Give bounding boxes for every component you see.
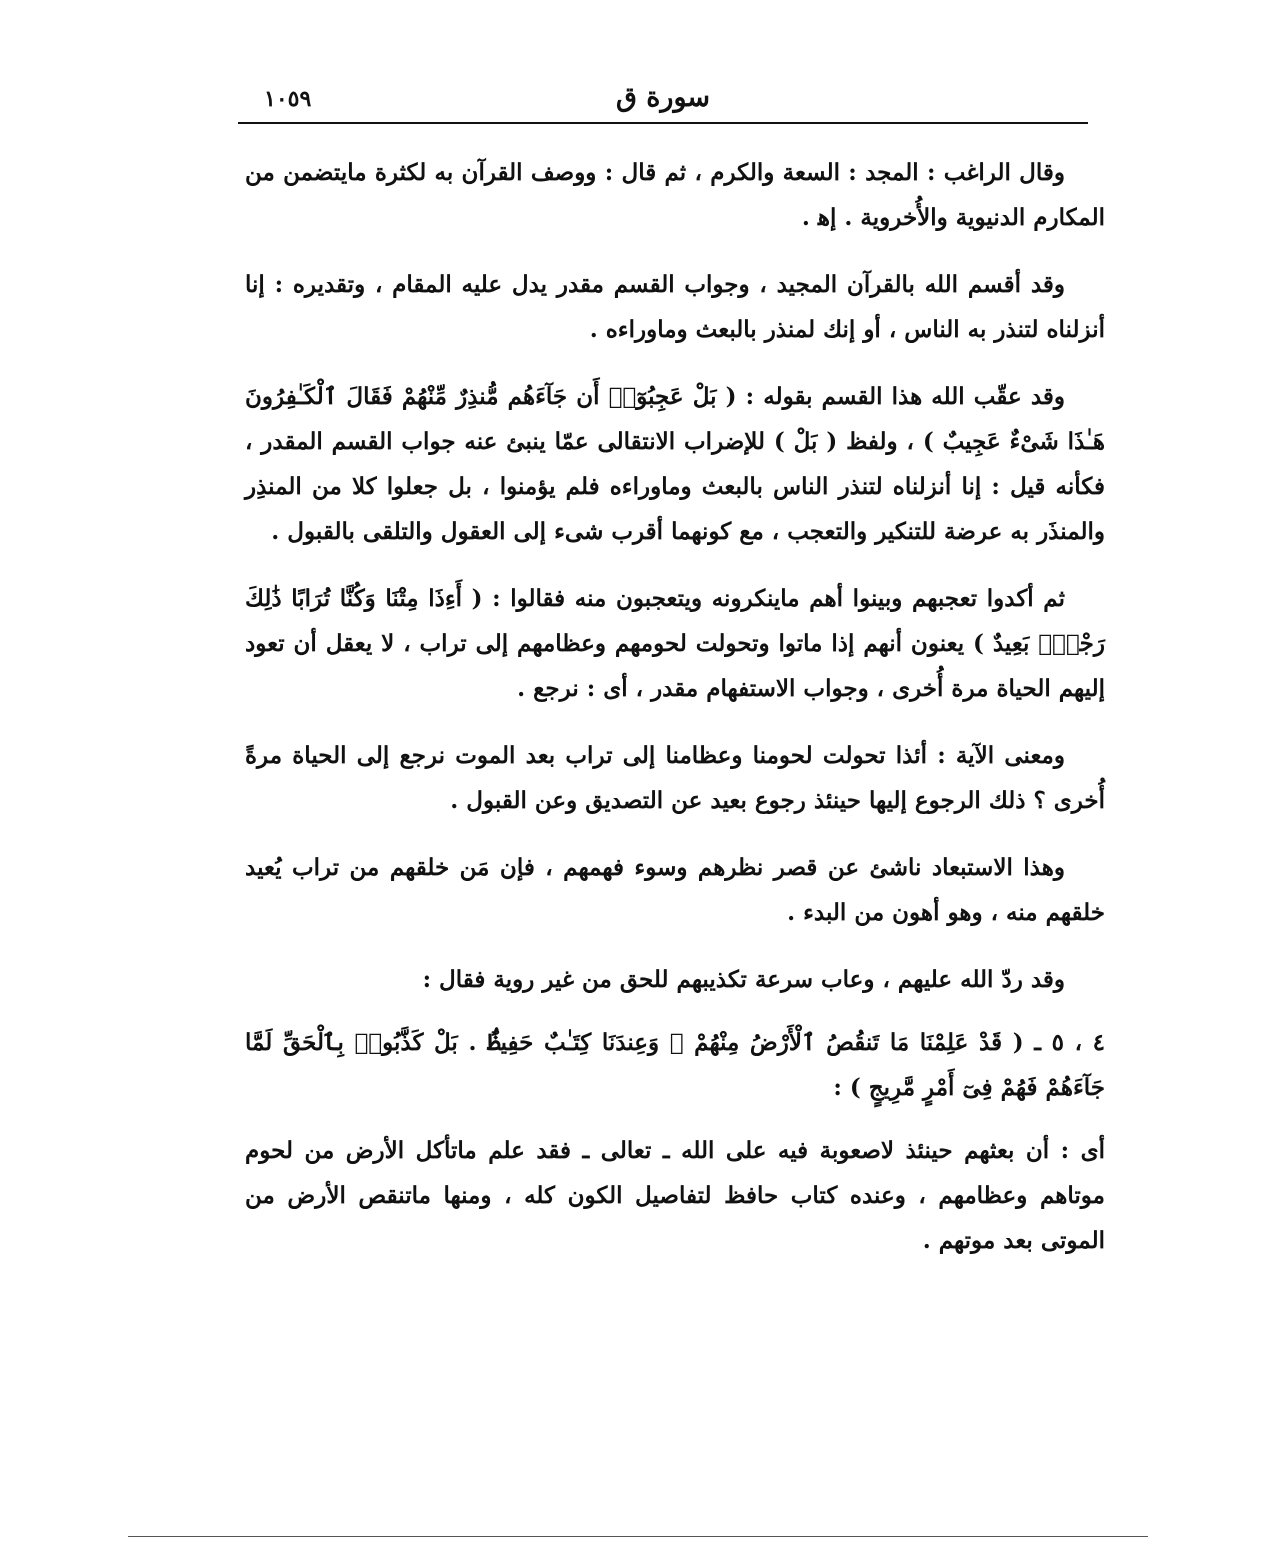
paragraph-verses-4-5: ٤ ، ٥ ـ ( قَدْ عَلِمْنَا مَا تَنقُصُ ٱلْأَرْضُ مِنْهُمْ ۖ وَعِندَنَا كِتَـٰبٌ حَفِيظٌۢ . بَلْ كَذَّبُوا۟ بِٱلْحَقِّ لَمَّا جَآءَهُمْ فَهُمْ فِىٓ أَمْرٍ مَّرِيجٍ ) : bbox=[245, 1029, 1105, 1101]
page-body bbox=[245, 150, 1105, 1285]
paragraph-wonder-verse: وقد عقّب الله هذا القسم بقوله : ( بَلْ عَجِبُوٓا۟ أَن جَآءَهُم مُّنذِرٌ مِّنْهُمْ فَقَالَ ٱلْكَـٰفِرُونَ هَـٰذَا شَىْءٌ عَجِيبٌ ) ، ولفظ ( بَلْ ) للإضراب الانتقالى عمّا ينبئ عنه جواب القسم المقدر ، فكأنه قيل : إنا أنزلناه لتنذر الناس بالبعث وماوراءه فلم يؤمنوا ، بل جعلوا كلا من المنذِر والمنذَر به عرضة للتنكير والتعجب ، مع كونهما أقرب شىء إلى العقول والتلقى بالقبول . bbox=[245, 383, 1105, 545]
paragraph-refutation-intro: وقد ردّ الله عليهم ، وعاب سرعة تكذيبهم للحق من غير روية فقال : bbox=[422, 966, 1065, 993]
paragraph-improbability: وهذا الاستبعاد ناشئ عن قصر نظرهم وسوء فهمهم ، فإن مَن خلقهم من تراب يُعيد خلقهم منه ، وهو أهون من البدء . bbox=[245, 854, 1105, 926]
paragraph-oath-answer: وقد أقسم الله بالقرآن المجيد ، وجواب القسم مقدر يدل عليه المقام ، وتقديره : إنا أنزلناه لتنذر به الناس ، أو إنك لمنذر بالبعث وماوراءه . bbox=[245, 271, 1105, 343]
page-number: ١٠٥٩ bbox=[264, 86, 312, 112]
paragraph-return-verse: ثم أكدوا تعجبهم وبينوا أهم ماينكرونه ويتعجبون منه فقالوا : ( أَءِذَا مِتْنَا وَكُنَّا تُرَابًا ذَٰلِكَ رَجْعٌۢ بَعِيدٌ ) يعنون أنهم إذا ماتوا وتحولت لحومهم وعظامهم إلى تراب ، لا يعقل أن تعود إليهم الحياة مرة أُخرى ، وجواب الاستفهام مقدر ، أى : نرجع . bbox=[245, 585, 1105, 702]
paragraph-explanation: أى : أن بعثهم حينئذ لاصعوبة فيه على الله ـ تعالى ـ فقد علم ماتأكل الأرض من لحوم موتاهم وعظامهم ، وعنده كتاب حافظ لتفاصيل الكون كله ، ومنها ماتنقص الأرض من الموتى بعد موتهم . bbox=[245, 1137, 1105, 1254]
paragraph-raghib-definition: وقال الراغب : المجد : السعة والكرم ، ثم قال : ووصف القرآن به لكثرة مايتضمن من المكارم الدنيوية والأُخروية . إﻫ . bbox=[245, 159, 1105, 231]
paragraph-verse-meaning: ومعنى الآية : أئذا تحولت لحومنا وعظامنا إلى تراب بعد الموت نرجع إلى الحياة مرةً أُخرى ؟ ذلك الرجوع إليها حينئذ رجوع بعيد عن التصديق وعن القبول . bbox=[245, 742, 1105, 814]
page-header bbox=[238, 78, 1088, 122]
header-divider bbox=[238, 122, 1088, 124]
footer-divider bbox=[128, 1536, 1148, 1537]
surah-title: سورة ق bbox=[615, 82, 711, 113]
